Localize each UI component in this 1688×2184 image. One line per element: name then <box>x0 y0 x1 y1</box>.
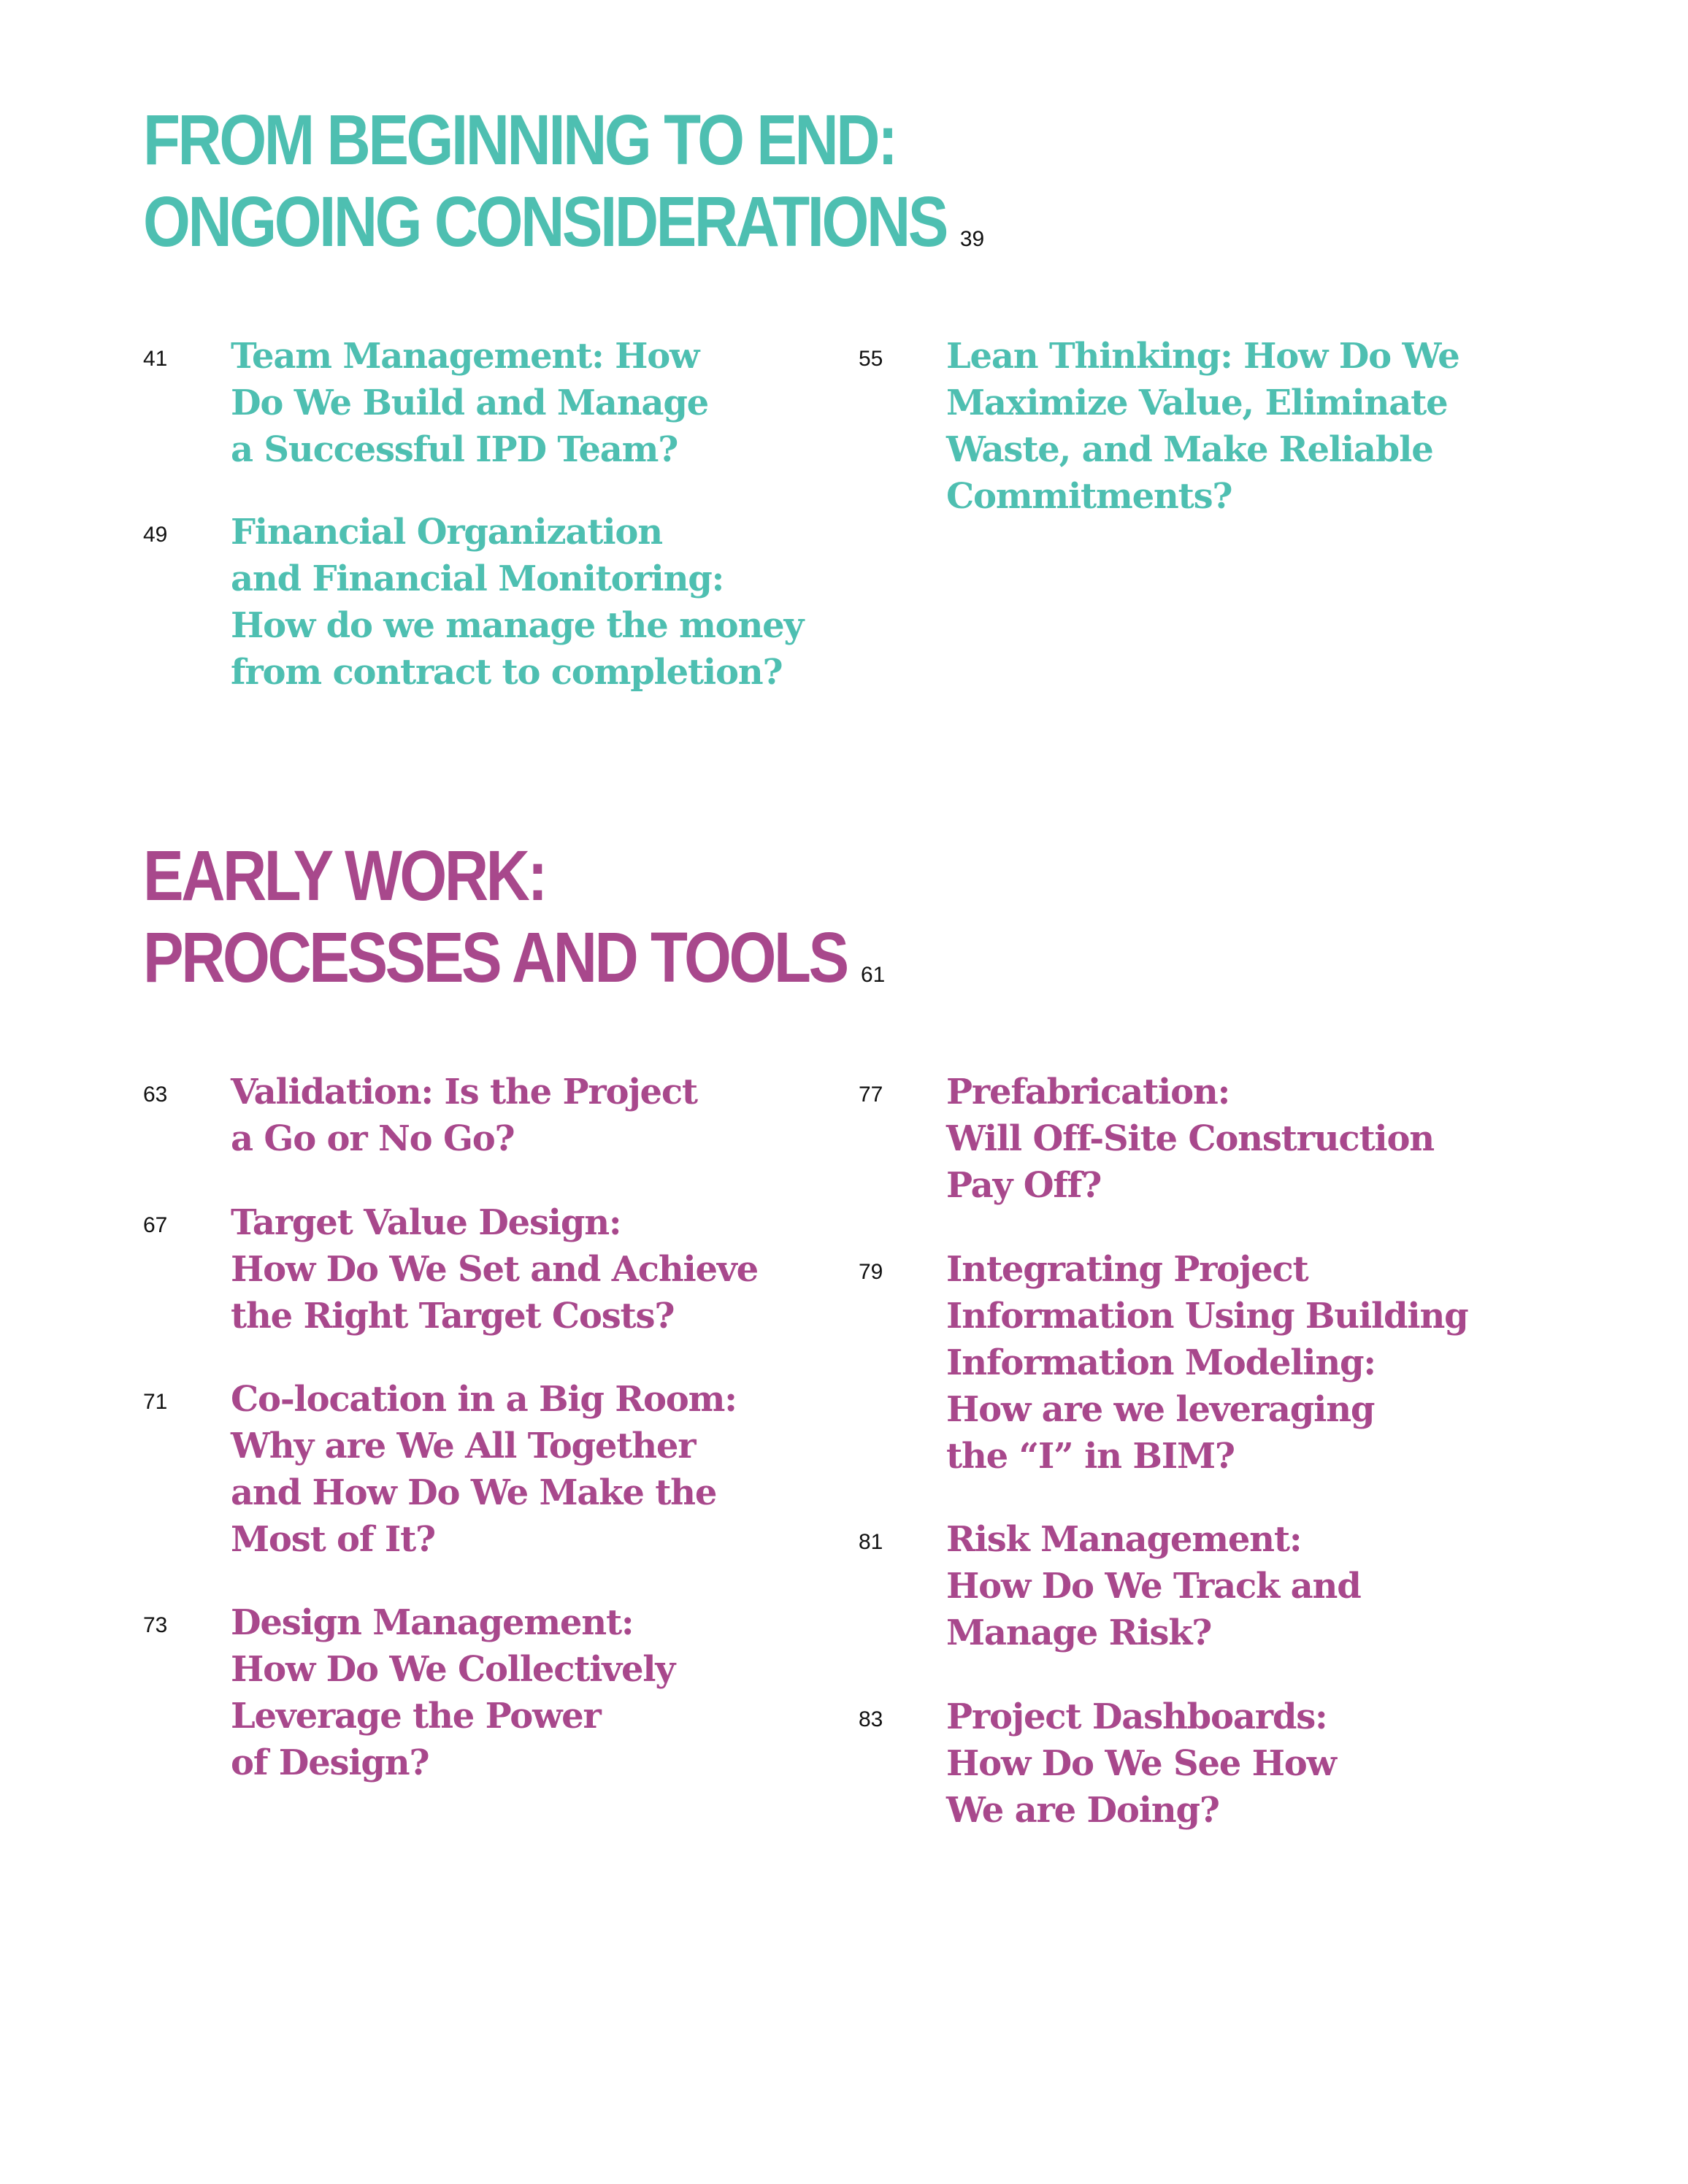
toc-entry-project-dashboards[interactable] <box>859 1693 1336 1834</box>
toc-entry-title: Target Value Design: How Do We Set and Achieve the Right Target Costs? <box>231 1202 758 1337</box>
toc-entry-title: Lean Thinking: How Do We Maximize Value, Eliminate Waste, and Make Reliable Commitments? <box>946 336 1459 517</box>
toc-entry-title: Financial Organization and Financial Monitoring: How do we manage the money from contract to completion? <box>231 512 804 693</box>
toc-entry-design-management[interactable] <box>143 1599 675 1786</box>
toc-entry-integrating-project-information[interactable] <box>859 1246 1468 1480</box>
toc-page-number: 49 <box>143 523 168 547</box>
toc-entry-validation[interactable] <box>143 1069 697 1162</box>
toc-page-number: 83 <box>859 1707 883 1731</box>
toc-page-number: 55 <box>859 347 883 371</box>
toc-page-number: 79 <box>859 1260 883 1284</box>
section-title-processes-and-tools <box>143 835 885 1016</box>
toc-entry-title: Co-location in a Big Room: Why are We All Together and How Do We Make the Most of It? <box>231 1379 737 1560</box>
toc-entry-lean-thinking[interactable] <box>859 333 1459 520</box>
section-title-line: FROM BEGINNING TO END: <box>143 100 896 180</box>
toc-entry-target-value-design[interactable] <box>143 1199 758 1339</box>
toc-entry-title: Prefabrication: Will Off-Site Construction Pay Off? <box>946 1072 1434 1206</box>
section-page-number: 61 <box>860 963 885 987</box>
toc-page-number: 67 <box>143 1213 168 1237</box>
section-page-number: 39 <box>959 227 985 251</box>
section-title-ongoing-considerations <box>143 99 985 280</box>
section-title-line: ONGOING CONSIDERATIONS <box>143 182 946 261</box>
toc-page-number: 73 <box>143 1613 168 1637</box>
toc-entry-financial-organization[interactable] <box>143 509 803 696</box>
section-title-line: EARLY WORK: <box>143 836 545 915</box>
toc-entry-prefabrication[interactable] <box>859 1069 1434 1209</box>
toc-page-number: 63 <box>143 1083 168 1107</box>
section-title-line: PROCESSES AND TOOLS <box>143 918 847 997</box>
toc-page-number: 81 <box>859 1530 883 1554</box>
toc-page-number: 77 <box>859 1083 883 1107</box>
toc-entry-team-management[interactable] <box>143 333 708 473</box>
toc-entry-title: Validation: Is the Project a Go or No Go? <box>231 1072 697 1159</box>
toc-entry-co-location[interactable] <box>143 1376 737 1563</box>
toc-page-number: 41 <box>143 347 168 371</box>
toc-entry-risk-management[interactable] <box>859 1516 1361 1656</box>
toc-entry-title: Team Management: How Do We Build and Manage a Successful IPD Team? <box>231 336 709 470</box>
toc-entry-title: Integrating Project Information Using Building Information Modeling: How are we leveraging the “I” in BIM? <box>946 1249 1468 1477</box>
toc-entry-title: Design Management: How Do We Collectively Leverage the Power of Design? <box>231 1602 675 1783</box>
toc-page-number: 71 <box>143 1390 168 1414</box>
toc-entry-title: Project Dashboards: How Do We See How We are Doing? <box>946 1696 1336 1831</box>
toc-entry-title: Risk Management: How Do We Track and Manage Risk? <box>946 1519 1361 1653</box>
